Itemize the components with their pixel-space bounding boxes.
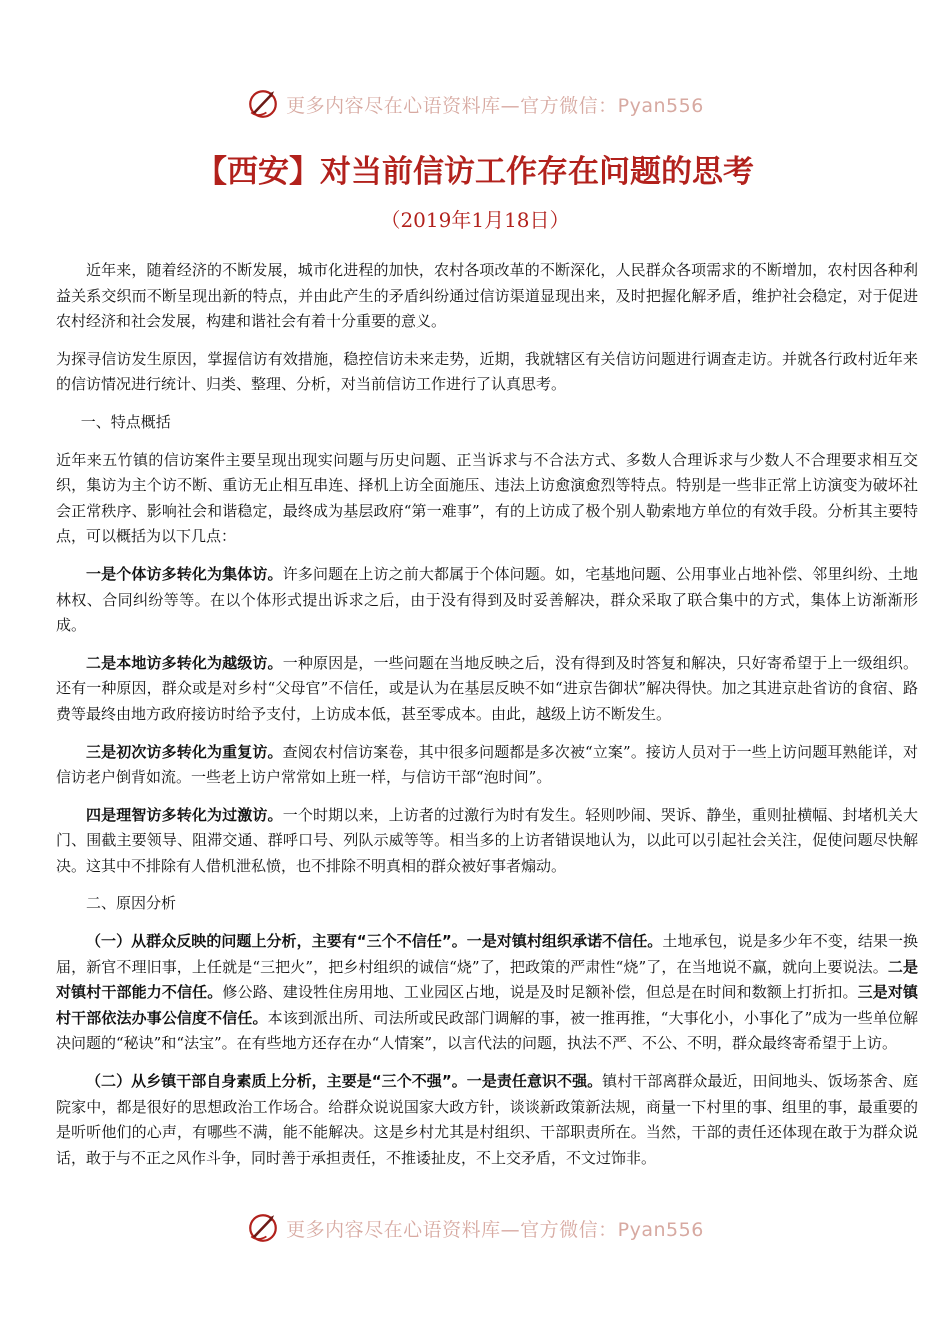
pen-circle-logo-icon: [246, 1211, 280, 1245]
point-3-text: 查阅农村信访案卷，其中很多问题都是多次被“立案”。接访人员对于一些上访问题耳熟能详，对信访老户倒背如流。一些老上访户常常如上班一样，与信访干部“泡时间”。: [56, 742, 918, 787]
paragraph-overview: 近年来五竹镇的信访案件主要呈现出现实问题与历史问题、正当诉求与不合法方式、多数人合理诉求与少数人不合理要求相互交织，集访为主个访不断、重访无止相互串连、择机上访全面施压、违法上访愈演愈烈等特点。特别是一些非正常上访演变为破坏社会正常秩序、影响社会和谐稳定，最终成为基层政府“第一难事”，有的上访成了极个别人勒索地方单位的有效手段。分析其主要特点，可以概括为以下几点：: [56, 450, 918, 546]
analysis-2-text: 镇村干部离群众最近，田间地头、饭场茶舍、庭院家中，都是很好的思想政治工作场合。给群众说说国家大政方针，谈谈新政策新法规，商量一下村里的事、组里的事，最重要的是听听他们的心声，有哪些不满，能不能解决。这是乡村尤其是村组织、干部职责所在。当然，干部的责任还体现在敢于为群众说话，敢于与不正之风作斗争，同时善于承担责任，不推诿扯皮，不上交矛盾，不文过饰非。: [56, 1072, 918, 1167]
point-4-text: 一个时期以来，上访者的过激行为时有发生。轻则吵闹、哭诉、静坐，重则扯横幅、封堵机关大门、围截主要领导、阻滞交通、群呼口号、列队示威等等。相当多的上访者错误地认为，以此可以引起社会关注，促使问题尽快解决。这其中不排除有人借机泄私愤，也不排除不明真相的群众被好事者煽动。: [56, 805, 918, 875]
point-1-lead: 一是个体访多转化为集体访。: [86, 564, 283, 583]
paragraph-point-4: [56, 803, 918, 880]
watermark-text: 更多内容尽在心语资料库—官方微信：Pyan556: [286, 1218, 704, 1241]
point-1-text: 许多问题在上访之前大都属于个体问题。如，宅基地问题、公用事业占地补偿、邻里纠纷、土地林权、合同纠纷等等。在以个体形式提出诉求之后，由于没有得到及时妥善解决，群众采取了联合集中的方式，集体上访渐渐形成。: [56, 564, 918, 635]
analysis-1-text-a: 土地承包，说是多少年不变，结果一换届，新官不理旧事，上任就是“三把火”，把乡村组织的诚信“烧”了，把政策的严肃性“烧”了，在当地说不赢，就向上要说法。: [56, 932, 918, 976]
paragraph-analysis-2: [56, 1069, 918, 1171]
analysis-1-text-b: 修公路、建设牲住房用地、工业园区占地，说是及时足额补偿，但总是在时间和数额上打折扣。: [222, 983, 858, 1002]
pen-circle-logo-icon: [246, 87, 280, 121]
document-body: [56, 258, 918, 1183]
page-title: 【西安】对当前信访工作存在问题的思考: [196, 154, 754, 190]
analysis-1-lead-c: 三是对镇村干部依法办事公信度不信任。: [56, 983, 918, 1027]
analysis-1-lead: （一）从群众反映的问题上分析，主要有“三个不信任”。一是对镇村组织承诺不信任。: [86, 932, 663, 951]
paragraph-intro: 近年来，随着经济的不断发展，城市化进程的加快，农村各项改革的不断深化，人民群众各项需求的不断增加，农村因各种利益关系交织而不断呈现出新的特点，并由此产生的矛盾纠纷通过信访渠道显现出来，及时把握化解矛盾，维护社会稳定，对于促进农村经济和社会发展，构建和谐社会有着十分重要的意义。: [56, 261, 918, 331]
analysis-1-lead-b: 二是对镇村干部能力不信任。: [56, 957, 918, 1002]
watermark-text: 更多内容尽在心语资料库—官方微信：Pyan556: [286, 94, 704, 117]
analysis-2-lead: （二）从乡镇干部自身素质上分析，主要是“三个不强”。一是责任意识不强。: [86, 1072, 603, 1091]
point-2-text: 一种原因是，一些问题在当地反映之后，没有得到及时答复和解决，只好寄希望于上一级组织。还有一种原因，群众或是对乡村“父母官”不信任，或是认为在基层反映不如“进京告御状”解决得快。加之其进京赴省访的食宿、路费等最终由地方政府接访时给予支付，上访成本低，甚至零成本。由此，越级上访不断发生。: [56, 653, 918, 723]
footer-watermark-banner: [0, 1208, 950, 1248]
point-3-lead: 三是初次访多转化为重复访。: [86, 742, 283, 761]
header-watermark-banner: [0, 84, 950, 124]
paragraph-point-1: [56, 562, 918, 639]
paragraph-point-2: [56, 651, 918, 728]
paragraph-purpose: 为探寻信访发生原因，掌握信访有效措施，稳控信访未来走势，近期，我就辖区有关信访问题进行调查走访。并就各行政村近年来的信访情况进行统计、归类、整理、分析，对当前信访工作进行了认真思考。: [56, 349, 918, 394]
analysis-1-text-c: 本该到派出所、司法所或民政部门调解的事，被一推再推，“大事化小，小事化了”成为一些单位解决问题的“秘诀”和“法宝”。在有些地方还存在办“人情案”，以言代法的问题，执法不严、不公、不明，群众最终寄希望于上访。: [56, 1008, 918, 1053]
section-heading-1: 一、特点概括: [80, 412, 171, 431]
section-heading-2: 二、原因分析: [86, 894, 177, 913]
document-date: （2019年1月18日）: [380, 208, 570, 232]
paragraph-point-3: [56, 740, 918, 791]
point-4-lead: 四是理智访多转化为过激访。: [86, 805, 283, 824]
paragraph-analysis-1: [56, 929, 918, 1057]
point-2-lead: 二是本地访多转化为越级访。: [86, 653, 283, 672]
